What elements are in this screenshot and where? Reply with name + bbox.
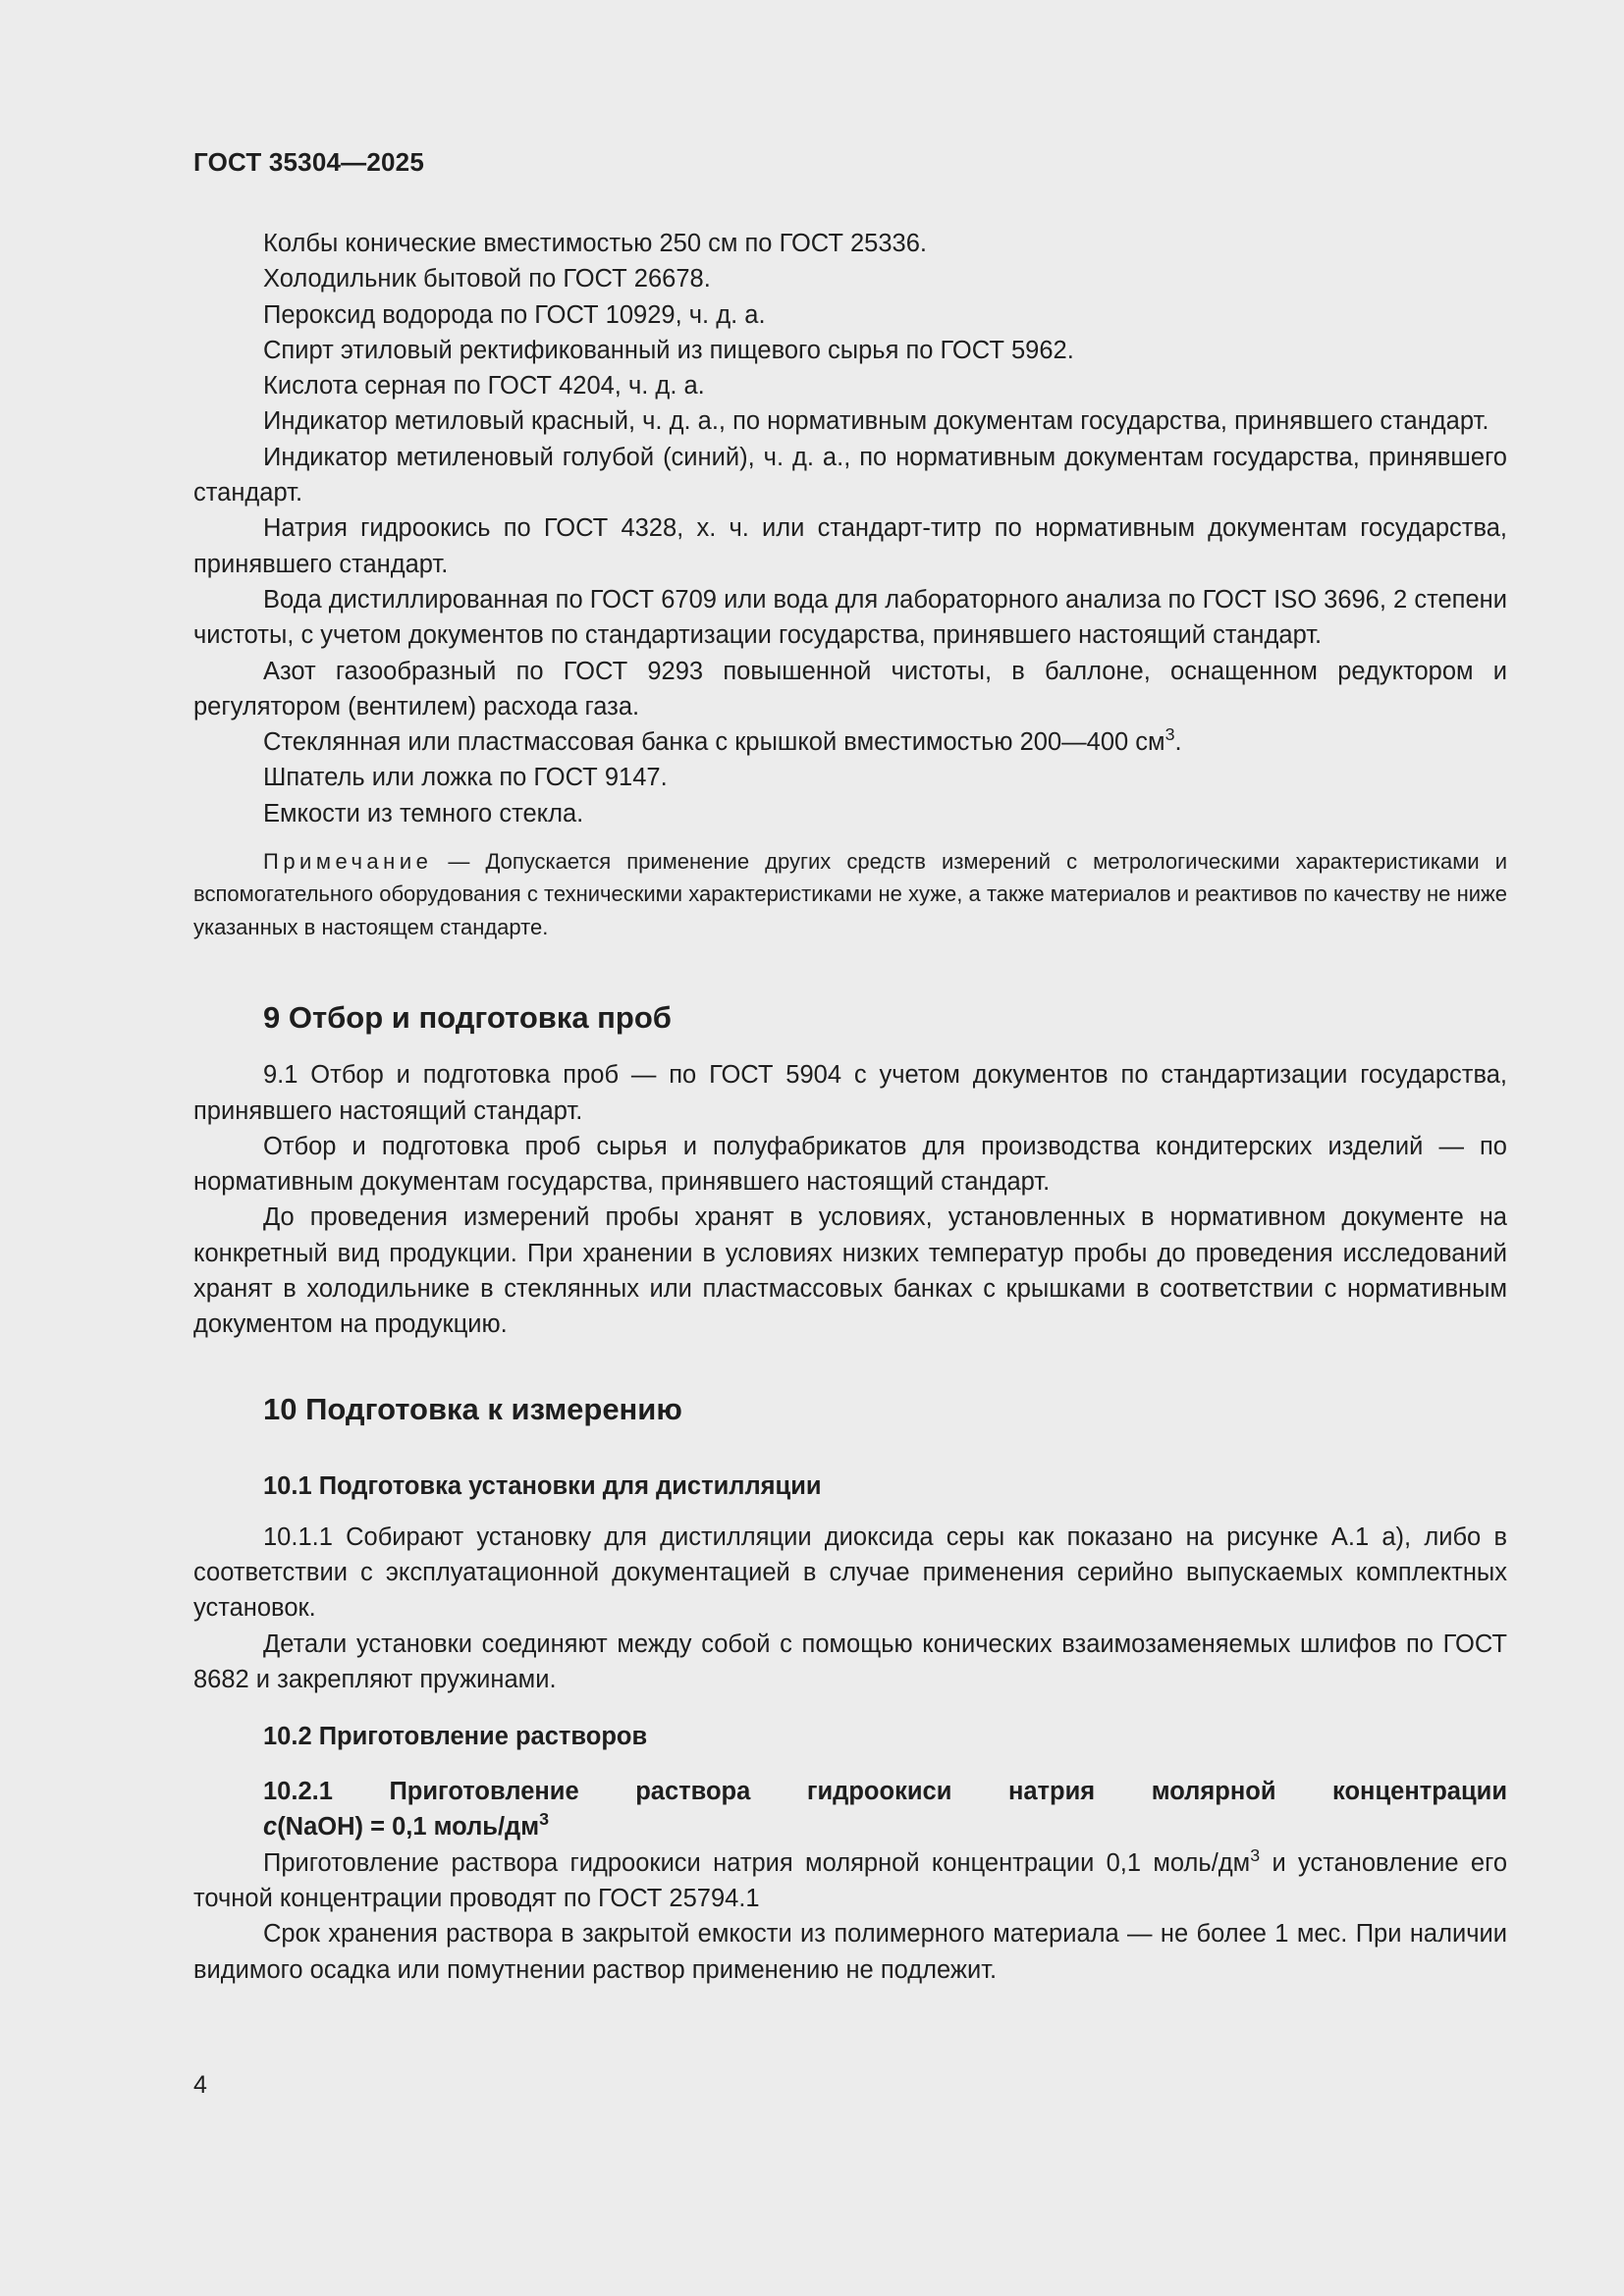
list-item: Холодильник бытовой по ГОСТ 26678. [263, 265, 711, 294]
list-item: Емкости из темного стекла. [263, 799, 584, 828]
list-item: Индикатор метиленовый голубой (синий), ч. д. а., по нормативным документам государства, принявшего стандарт. [193, 443, 1507, 507]
superscript: 3 [539, 1809, 550, 1830]
paragraph: 9.1 Отбор и подготовка проб — по ГОСТ 5904 с учетом документов по стандартизации государства, принявшего настоящий стандарт. [193, 1061, 1507, 1125]
paragraph-part: и установление его точной концентрации проводят по ГОСТ 25794.1 [193, 1848, 1508, 1913]
list-item: Шпатель или ложка по ГОСТ 9147. [263, 764, 668, 792]
section-10-heading: 10 Подготовка к измерению [263, 1391, 682, 1426]
subsection-10-2-heading: 10.2 Приготовление растворов [263, 1723, 648, 1751]
list-item: Вода дистиллированная по ГОСТ 6709 или вода для лабораторного анализа по ГОСТ ISO 3696, 2 степени чистоты, с учетом документов по стандартизации государства, принявшего настоящий стандарт. [193, 585, 1507, 650]
list-item [193, 724, 1507, 760]
subsection-10-2-1-heading-line2 [193, 1809, 1507, 1844]
note [193, 845, 1507, 943]
document-body [193, 226, 1507, 1988]
list-item: Индикатор метиловый красный, ч. д. а., по нормативным документам государства, принявшего стандарт. [263, 407, 1489, 436]
paragraph: Срок хранения раствора в закрытой емкости из полимерного материала — не более 1 мес. При наличии видимого осадка или помутнении раствор применению не подлежит. [193, 1920, 1507, 1984]
subsection-10-2-1-heading-line1: 10.2.1 Приготовление раствора гидроокиси натрия молярной концентрации [263, 1778, 1507, 1806]
document-header: ГОСТ 35304—2025 [193, 147, 424, 177]
page-number: 4 [193, 2071, 207, 2099]
jar-item-text: Стеклянная или пластмассовая банка с крышкой вместимостью 200—400 см [263, 728, 1165, 757]
section-9-heading: 9 Отбор и подготовка проб [263, 1000, 672, 1036]
paragraph: 10.1.1 Собирают установку для дистилляции диоксида серы как показано на рисунке А.1 а), либо в соответствии с эксплуатационной документацией в случае применения серийно выпускаемых комплектных установок. [193, 1522, 1507, 1623]
superscript: 3 [1164, 724, 1175, 745]
formula-text: (NaOH) = 0,1 моль/дм [277, 1813, 540, 1842]
jar-item-end: . [1174, 728, 1182, 757]
list-item: Натрия гидроокись по ГОСТ 4328, х. ч. или стандарт-титр по нормативным документам государства, принявшего стандарт. [193, 514, 1507, 578]
paragraph: До проведения измерений пробы хранят в условиях, установленных в нормативном документе на конкретный вид продукции. При хранении в условиях низких температур пробы до проведения исследований хранят в холодильнике в стеклянных или пластмассовых банках с крышками в соответствии с нормативным документом на продукцию. [193, 1203, 1507, 1339]
paragraph: Отбор и подготовка проб сырья и полуфабрикатов для производства кондитерских изделий — по нормативным документам государства, принявшего настоящий стандарт. [193, 1132, 1507, 1197]
note-label: Примечание [263, 849, 433, 875]
list-item: Кислота серная по ГОСТ 4204, ч. д. а. [263, 372, 705, 400]
paragraph: Детали установки соединяют между собой с помощью конических взаимозаменяемых шлифов по ГОСТ 8682 и закрепляют пружинами. [193, 1629, 1507, 1693]
concentration-symbol: c [263, 1813, 278, 1842]
paragraph [193, 1845, 1507, 1917]
list-item: Азот газообразный по ГОСТ 9293 повышенной чистоты, в баллоне, оснащенном редуктором и регулятором (вентилем) расхода газа. [193, 657, 1507, 721]
note-text: — Допускается применение других средств измерений с метрологическими характеристиками и вспомогательного оборудования с техническими характеристиками не хуже, а также материалов и реактивов по качеству не ниже указанных в настоящем стандарте. [193, 849, 1507, 939]
superscript: 3 [1250, 1844, 1261, 1865]
subsection-10-1-heading: 10.1 Подготовка установки для дистилляции [263, 1471, 822, 1500]
paragraph-part: Приготовление раствора гидроокиси натрия молярной концентрации 0,1 моль/дм [263, 1848, 1251, 1877]
list-item: Спирт этиловый ректификованный из пищевого сырья по ГОСТ 5962. [263, 336, 1074, 364]
list-item: Пероксид водорода по ГОСТ 10929, ч. д. а. [263, 300, 766, 329]
list-item: Колбы конические вместимостью 250 см по ГОСТ 25336. [263, 230, 927, 257]
